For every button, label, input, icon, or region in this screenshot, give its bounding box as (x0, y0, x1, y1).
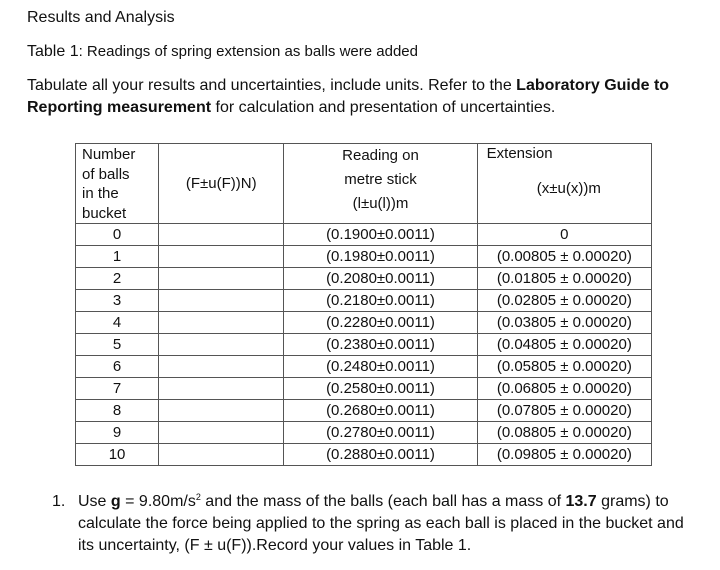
cell-ball-count: 0 (76, 224, 159, 246)
cell-force (159, 422, 284, 444)
cell-force (159, 290, 284, 312)
cell-reading: (0.2080±0.0011) (284, 268, 477, 290)
header-reading-line: Reading on (342, 147, 419, 164)
table-header-row (76, 144, 652, 224)
table-row (76, 224, 652, 246)
cell-ball-count: 4 (76, 312, 159, 334)
ball-mass-value: 13.7 (565, 493, 597, 510)
cell-ball-count: 5 (76, 334, 159, 356)
header-extension-title: Extension (486, 145, 553, 162)
table-caption (27, 43, 418, 61)
table-body (76, 224, 652, 466)
cell-ball-count: 6 (76, 356, 159, 378)
instructions-text-2: for calculation and presentation of uncertainties. (211, 99, 556, 116)
table-row (76, 444, 652, 466)
cell-reading: (0.2680±0.0011) (284, 400, 477, 422)
exponent: 2 (195, 492, 201, 502)
table-row (76, 268, 652, 290)
cell-ball-count: 7 (76, 378, 159, 400)
cell-ball-count: 8 (76, 400, 159, 422)
cell-extension: (0.08805 ± 0.00020) (477, 422, 651, 444)
cell-force (159, 334, 284, 356)
cell-extension: (0.03805 ± 0.00020) (477, 312, 651, 334)
cell-force (159, 444, 284, 466)
section-heading: Results and Analysis (27, 9, 175, 26)
cell-ball-count: 9 (76, 422, 159, 444)
header-reading (284, 144, 477, 224)
header-number-line: bucket (82, 204, 127, 222)
table-row (76, 334, 652, 356)
cell-reading: (0.2180±0.0011) (284, 290, 477, 312)
gravity-symbol: g (110, 493, 121, 510)
cell-force (159, 268, 284, 290)
header-extension (477, 144, 651, 224)
cell-extension: (0.05805 ± 0.00020) (477, 356, 651, 378)
cell-force (159, 400, 284, 422)
table-row (76, 400, 652, 422)
cell-extension: 0 (477, 224, 651, 246)
header-force: (F±u(F))N) (159, 144, 284, 224)
task-text (78, 491, 702, 557)
task-text-4: grams) to calculate the force being applied to the spring as each ball is placed in the bucket and its uncertainty, (F ± u(F)).Record your values in Table 1. (78, 493, 684, 554)
cell-reading: (0.1980±0.0011) (284, 246, 477, 268)
laboratory-guide-reference: Laboratory Guide to Reporting measurement (27, 77, 670, 116)
cell-extension: (0.04805 ± 0.00020) (477, 334, 651, 356)
cell-force (159, 356, 284, 378)
cell-force (159, 378, 284, 400)
cell-reading: (0.2480±0.0011) (284, 356, 477, 378)
header-number-of-balls (76, 144, 159, 224)
header-extension-unit: (x±u(x))m (536, 180, 601, 197)
cell-reading: (0.2580±0.0011) (284, 378, 477, 400)
cell-reading: (0.2780±0.0011) (284, 422, 477, 444)
task-number: 1. (52, 493, 66, 510)
table-row (76, 312, 652, 334)
cell-ball-count: 2 (76, 268, 159, 290)
cell-extension: (0.09805 ± 0.00020) (477, 444, 651, 466)
instructions-text-1: Tabulate all your results and uncertainties, include units. Refer to the (27, 77, 517, 94)
table-row (76, 246, 652, 268)
cell-extension: (0.07805 ± 0.00020) (477, 400, 651, 422)
cell-extension: (0.02805 ± 0.00020) (477, 290, 651, 312)
header-number-line: in the (82, 185, 119, 202)
cell-extension: (0.06805 ± 0.00020) (477, 378, 651, 400)
table-row (76, 290, 652, 312)
cell-extension: (0.00805 ± 0.00020) (477, 246, 651, 268)
instructions-paragraph (27, 75, 699, 119)
cell-ball-count: 1 (76, 246, 159, 268)
readings-table (75, 143, 652, 466)
header-number-line: Number (82, 146, 136, 163)
header-reading-line: (l±u(l))m (352, 195, 409, 212)
cell-reading: (0.1900±0.0011) (284, 224, 477, 246)
cell-reading: (0.2280±0.0011) (284, 312, 477, 334)
table-row (76, 356, 652, 378)
task-item (52, 491, 702, 557)
cell-ball-count: 10 (76, 444, 159, 466)
cell-reading: (0.2380±0.0011) (284, 334, 477, 356)
cell-force (159, 224, 284, 246)
task-text-1: Use (78, 493, 111, 510)
task-text-3: and the mass of the balls (each ball has a mass of (200, 493, 566, 510)
header-reading-line: metre stick (344, 171, 417, 188)
task-text-2: = 9.80m/s (120, 493, 196, 510)
cell-extension: (0.01805 ± 0.00020) (477, 268, 651, 290)
cell-force (159, 312, 284, 334)
cell-force (159, 246, 284, 268)
table-row (76, 422, 652, 444)
cell-ball-count: 3 (76, 290, 159, 312)
table-caption-text: : Readings of spring extension as balls were added (78, 43, 418, 60)
header-number-line: of balls (82, 165, 130, 183)
table-caption-label: Table 1 (27, 43, 79, 60)
table-row (76, 378, 652, 400)
cell-reading: (0.2880±0.0011) (284, 444, 477, 466)
